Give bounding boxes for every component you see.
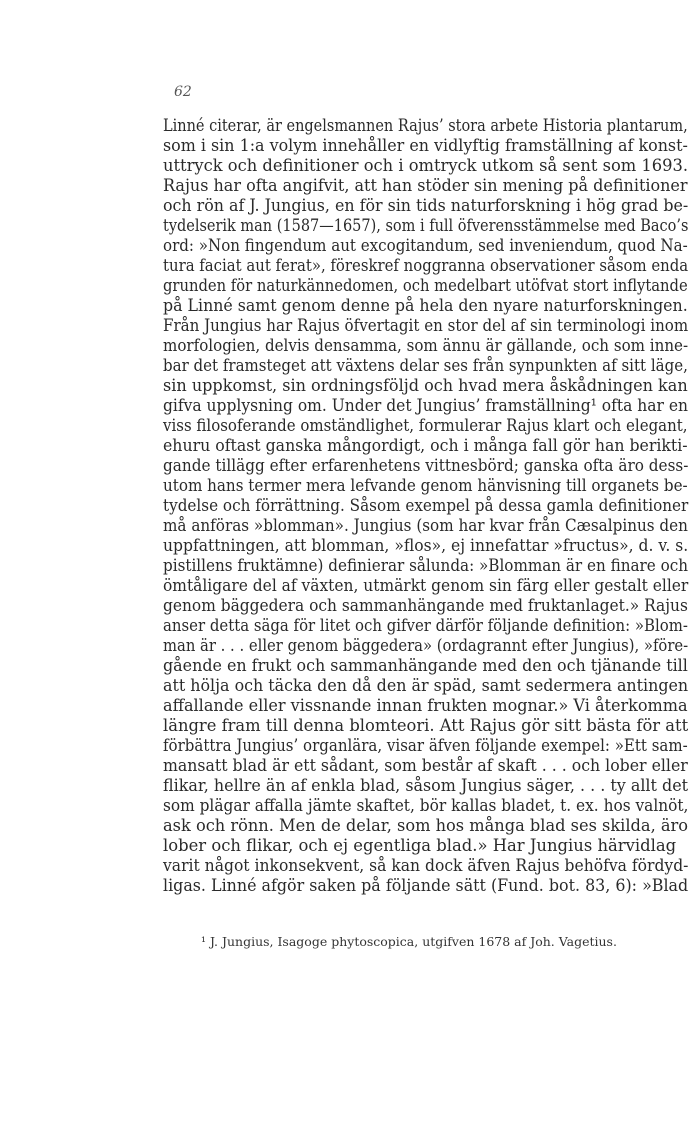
text-line: pistillens fruktämne) definierar sålunda: »Blomman är en finare och <box>163 556 688 575</box>
text-line: flikar, hellre än af enkla blad, såsom Jungius säger, . . . ty allt det <box>163 776 689 795</box>
text-line: Linné citerar, är engelsmannen Rajus’ stora arbete Historia plantarum, <box>163 116 688 135</box>
text-line: genom bäggedera och sammanhängande med fruktanlaget.» Rajus <box>163 596 688 615</box>
text-line: uppfattningen, att blomman, »flos», ej innefattar »fructus», d. v. s. <box>163 536 689 555</box>
text-line: ord: »Non fingendum aut excogitandum, sed inveniendum, quod Na- <box>163 236 688 255</box>
text-line: uttryck och definitioner och i omtryck utkom så sent som 1693. <box>163 156 689 175</box>
text-line: grunden för naturkännedomen, och medelbart utöfvat stort inflytande <box>163 276 688 295</box>
text-line: anser detta säga för litet och gifver därför följande definition: »Blom- <box>163 616 688 635</box>
text-line: ask och rönn. Men de delar, som hos många blad ses skilda, äro <box>163 816 689 835</box>
text-line: gande tillägg efter erfarenhetens vittnesbörd; ganska ofta äro dess- <box>163 456 689 475</box>
text-line: ömtåligare del af växten, utmärkt genom sin färg eller gestalt eller <box>163 576 689 595</box>
text-line: morfologien, delvis densamma, som ännu är gällande, och som inne- <box>163 336 689 355</box>
text-line: viss filosoferande omständlighet, formulerar Rajus klart och elegant, <box>163 416 688 435</box>
text-line: ehuru oftast ganska mångordigt, och i många fall gör han berikti- <box>163 436 688 455</box>
footnote: ¹ J. Jungius, Isagoge phytoscopica, utgifven 1678 af Joh. Vagetius. <box>201 934 617 949</box>
text-line: affallande eller vissnande innan frukten mognar.» Vi återkomma <box>163 696 688 715</box>
text-line: utom hans termer mera lefvande genom hänvisning till organets be- <box>163 476 688 495</box>
text-line: som i sin 1:a volym innehåller en vidlyftig framställning af konst- <box>163 136 688 155</box>
text-line: ligas. Linné afgör saken på följande sätt (Fund. bot. 83, 6): »Blad <box>163 876 689 895</box>
text-line: mansatt blad är ett sådant, som består af skaft . . . och lober eller <box>163 756 688 775</box>
text-line: att hölja och täcka den då den är späd, samt sedermera antingen <box>163 676 689 695</box>
text-line: lober och flikar, och ej egentliga blad.» Har Jungius härvidlag <box>163 836 677 855</box>
text-line: tydelse och förrättning. Såsom exempel på dessa gamla definitioner <box>163 496 689 515</box>
text-line: gående en frukt och sammanhängande med den och tjänande till <box>163 656 688 675</box>
text-line: Rajus har ofta angifvit, att han stöder sin mening på definitioner <box>163 176 688 195</box>
text-line: längre fram till denna blomteori. Att Rajus gör sitt bästa för att <box>163 716 689 735</box>
text-line: och rön af J. Jungius, en för sin tids naturforskning i hög grad be- <box>163 196 689 215</box>
text-line: Från Jungius har Rajus öfvertagit en stor del af sin terminologi inom <box>163 316 689 335</box>
page-number: 62 <box>174 84 192 100</box>
text-line: bar det framsteget att växtens delar ses från synpunkten af sitt läge, <box>163 356 688 375</box>
text-line: tydelserik man (1587—1657), som i full öfverensstämmelse med Baco’s <box>163 216 689 235</box>
text-line: tura faciat aut ferat», föreskref noggranna observationer såsom enda <box>163 256 689 275</box>
text-line: varit något inkonsekvent, så kan dock äfven Rajus behöfva fördyd- <box>163 856 689 875</box>
text-line: förbättra Jungius’ organlära, visar äfven följande exempel: »Ett sam- <box>163 736 688 755</box>
text-line: gifva upplysning om. Under det Jungius’ framställning¹ ofta har en <box>163 396 689 415</box>
text-line: sin uppkomst, sin ordningsföljd och hvad mera åskådningen kan <box>163 376 688 395</box>
body-text <box>163 116 688 896</box>
text-line: som plägar affalla jämte skaftet, bör kallas bladet, t. ex. hos valnöt, <box>163 796 689 815</box>
text-line: må anföras »blomman». Jungius (som har kvar från Cæsalpinus den <box>163 516 688 535</box>
text-line: på Linné samt genom denne på hela den nyare naturforskningen. <box>163 296 688 315</box>
text-line: man är . . . eller genom bäggedera» (ordagrannt efter Jungius), »före- <box>163 636 689 655</box>
